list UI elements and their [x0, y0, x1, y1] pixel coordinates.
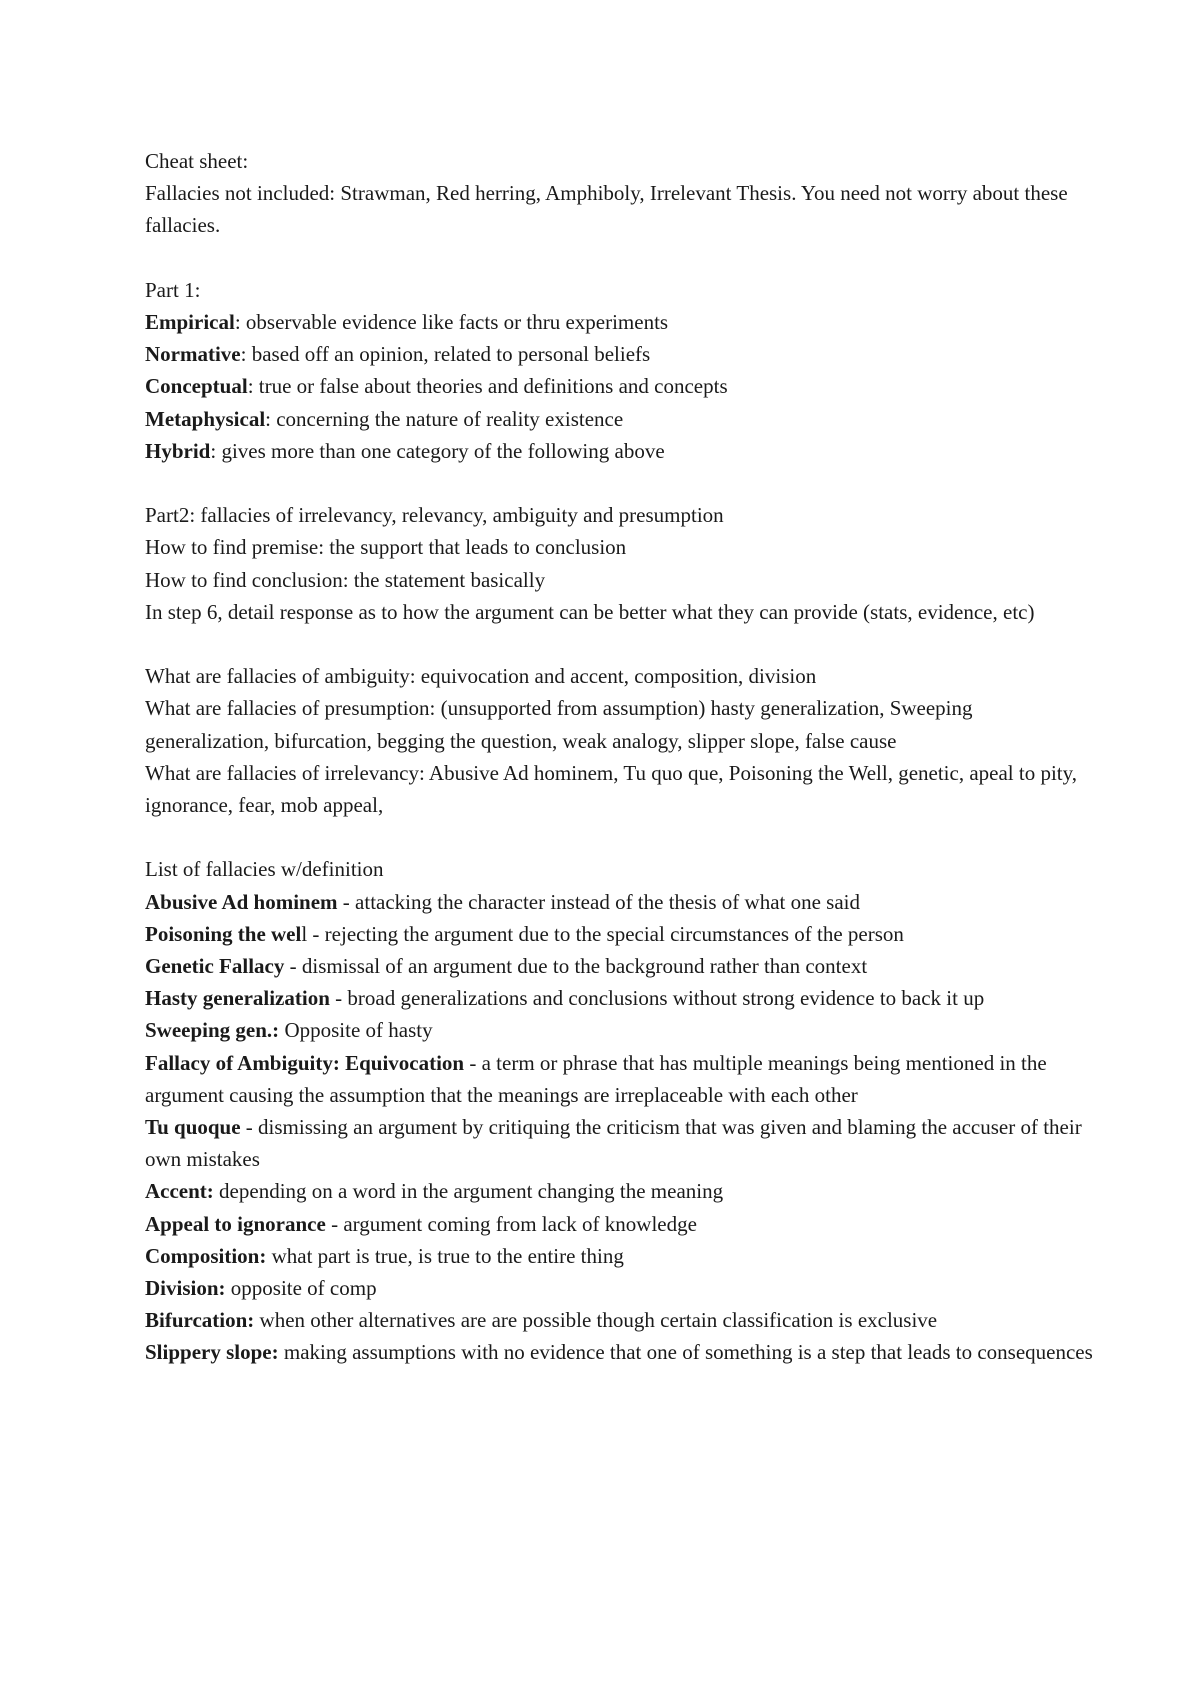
fallacy-list [145, 853, 1100, 1368]
term: Sweeping gen.: [145, 1018, 280, 1043]
term: Normative [145, 342, 241, 367]
step6-tip: In step 6, detail response as to how the argument can be better what they can provide (stats, evidence, etc) [145, 599, 1035, 624]
term: Abusive Ad hominem [145, 889, 338, 914]
term: Accent: [145, 1179, 214, 1204]
part1-item [145, 435, 1100, 467]
definition: : concerning the nature of reality existence [265, 406, 624, 431]
premise-tip: How to find premise: the support that leads to conclusion [145, 535, 627, 560]
fallacy-item [145, 1240, 1100, 1272]
fallacy-item [145, 1014, 1100, 1046]
term: Empirical [145, 310, 235, 334]
part1-item [145, 403, 1100, 435]
fallacy-categories [145, 660, 1100, 821]
part2-heading: Part2: fallacies of irrelevancy, relevancy, ambiguity and presumption [145, 503, 724, 528]
fallacy-item [145, 1175, 1100, 1207]
doc-title: Cheat sheet: [145, 149, 249, 173]
definition: : observable evidence like facts or thru experiments [234, 310, 669, 334]
definition: when other alternatives are are possible though certain classification is exclusive [254, 1308, 938, 1333]
definition: Opposite of hasty [279, 1018, 433, 1043]
fallacy-item [145, 1272, 1100, 1304]
fallacy-item [145, 950, 1100, 982]
fallacy-item [145, 886, 1100, 918]
definition: - attacking the character instead of the thesis of what one said [337, 889, 861, 914]
definition: opposite of comp [225, 1276, 377, 1301]
fallacy-item [145, 918, 1100, 950]
term: Fallacy of Ambiguity: Equivocation [145, 1050, 465, 1075]
definition: l - rejecting the argument due to the special circumstances of the person [301, 921, 904, 946]
part1-item [145, 370, 1100, 402]
term: Hybrid [145, 438, 211, 463]
part2-section [145, 499, 1100, 628]
conclusion-tip: How to find conclusion: the statement basically [145, 567, 546, 592]
term: Genetic Fallacy [145, 954, 285, 979]
term: Appeal to ignorance [145, 1211, 326, 1236]
part1-item [145, 338, 1100, 370]
spacer [145, 242, 1100, 274]
definition: : based off an opinion, related to personal beliefs [240, 342, 651, 367]
definition: - dismissal of an argument due to the background rather than context [284, 954, 868, 979]
fallacy-item [145, 1208, 1100, 1240]
irrelevancy-category: What are fallacies of irrelevancy: Abusive Ad hominem, Tu quo que, Poisoning the Well, genetic, apeal to pity, ignorance, fear, mob appeal, [145, 760, 1078, 818]
presumption-category: What are fallacies of presumption: (unsupported from assumption) hasty generalization, Sweeping generalization, bifurcation, begging the question, weak analogy, slipper slope, false cause [145, 696, 973, 753]
definition: - a term or phrase that has multiple meanings being mentioned in the argument causing the assumption that the meanings are irreplaceable with each other [145, 1050, 1047, 1107]
term: Conceptual [145, 374, 248, 399]
fallacy-item [145, 1336, 1100, 1368]
spacer [145, 821, 1100, 853]
part1-section [145, 274, 1100, 467]
fallacy-list-heading: List of fallacies w/definition [145, 857, 384, 882]
part1-heading: Part 1: [145, 277, 201, 302]
term: Slippery slope: [145, 1340, 279, 1365]
definition: : gives more than one category of the following above [210, 438, 665, 463]
fallacy-item [145, 1111, 1100, 1175]
term: Poisoning the wel [145, 921, 302, 946]
fallacy-item [145, 982, 1100, 1014]
definition: what part is true, is true to the entire thing [266, 1243, 624, 1268]
term: Hasty generalization [145, 986, 330, 1011]
excluded-fallacies-note: Fallacies not included: Strawman, Red herring, Amphiboly, Irrelevant Thesis. You need not worry about these fallacies. [145, 181, 1068, 238]
spacer [145, 628, 1100, 660]
fallacy-item [145, 1047, 1100, 1111]
definition: - dismissing an argument by critiquing the criticism that was given and blaming the accuser of their own mistakes [145, 1115, 1082, 1172]
spacer [145, 467, 1100, 499]
definition: making assumptions with no evidence that one of something is a step that leads to consequences [278, 1340, 1093, 1365]
ambiguity-category: What are fallacies of ambiguity: equivocation and accent, composition, division [145, 664, 817, 689]
definition: : true or false about theories and definitions and concepts [247, 374, 728, 399]
term: Tu quoque [145, 1115, 241, 1140]
fallacy-item [145, 1304, 1100, 1336]
term: Metaphysical [145, 406, 266, 431]
definition: - argument coming from lack of knowledge [325, 1211, 697, 1236]
definition: - broad generalizations and conclusions without strong evidence to back it up [329, 986, 985, 1011]
term: Division: [145, 1276, 226, 1301]
term: Composition: [145, 1243, 267, 1268]
part1-item [145, 306, 1100, 338]
definition: depending on a word in the argument changing the meaning [213, 1179, 724, 1204]
term: Bifurcation: [145, 1308, 255, 1333]
